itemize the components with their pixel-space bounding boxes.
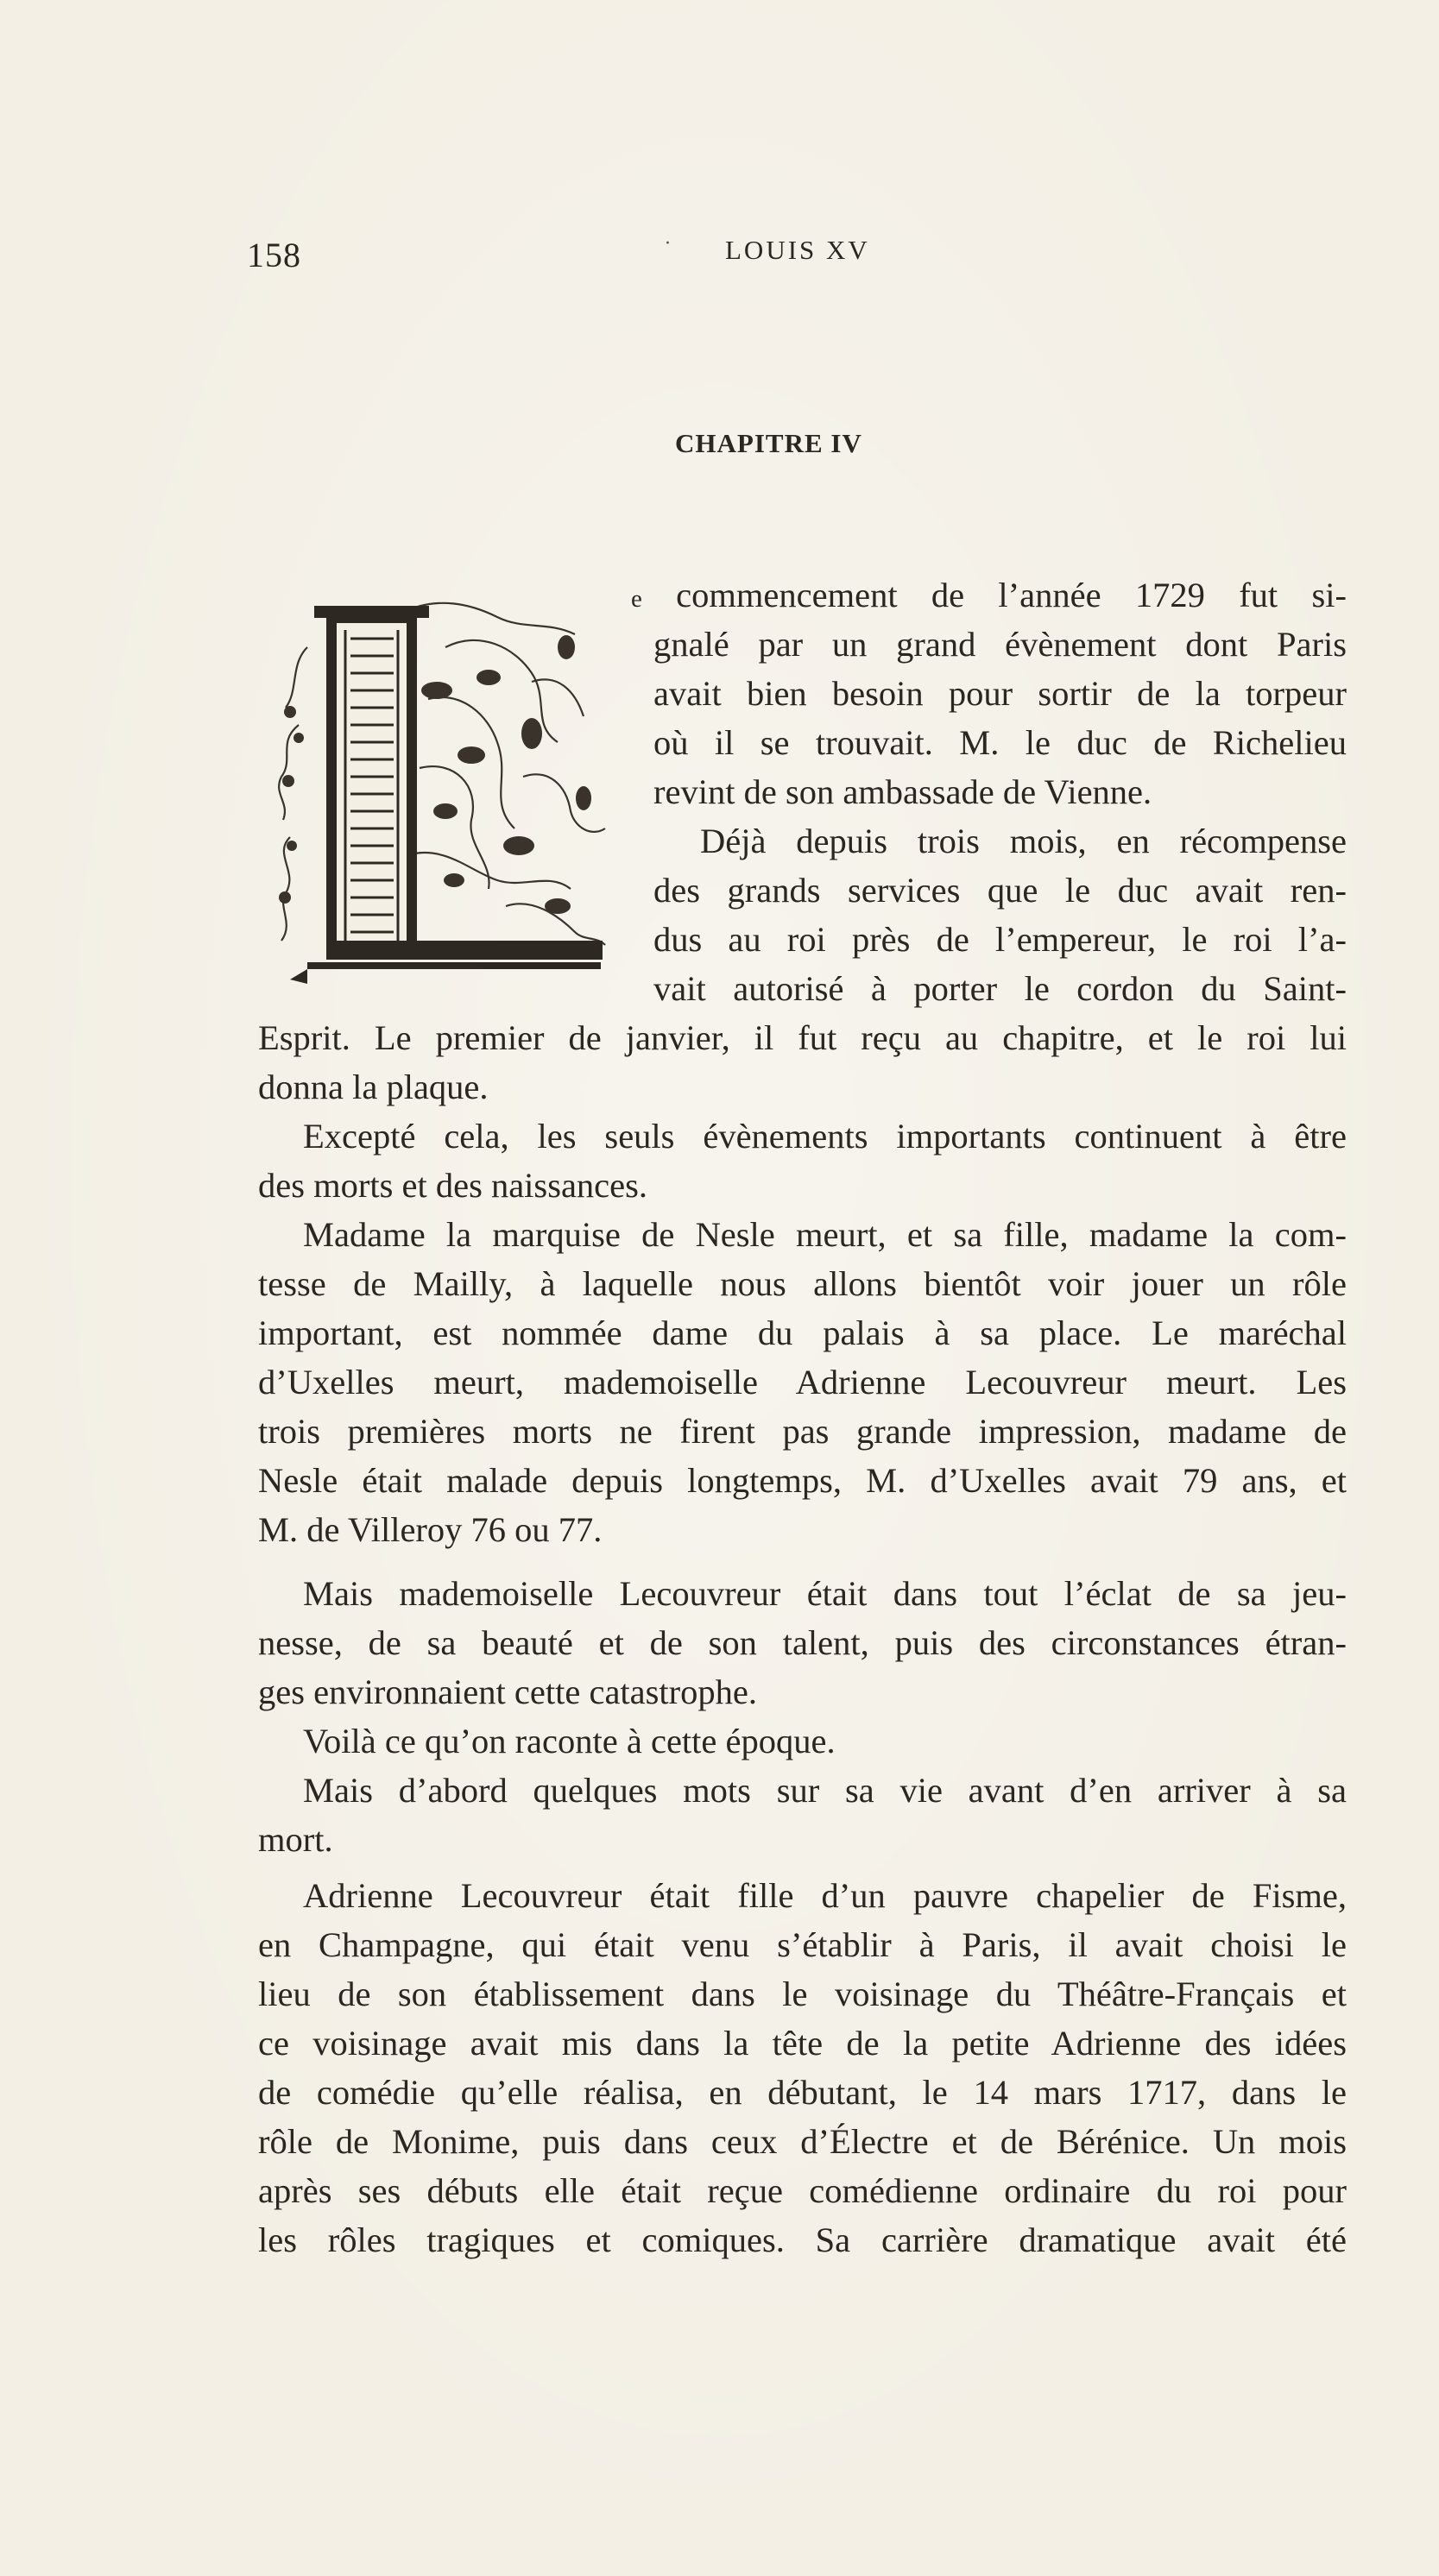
drop-cap-ornament <box>273 595 631 988</box>
text-line-16: important, est nommée dame du palais à sa place. Le maréchal <box>258 1313 1347 1352</box>
text-line-7: des grands services que le duc avait ren- <box>653 871 1347 910</box>
text-line-33: après ses débuts elle était reçue comédienne ordinaire du roi pour <box>258 2171 1347 2210</box>
chapter-title: CHAPITRE IV <box>675 428 862 458</box>
running-title: LOUIS XV <box>725 235 870 265</box>
drop-cap-continuation: e <box>631 585 642 613</box>
text-line-11: donna la plaque. <box>258 1068 489 1106</box>
text-line-22: nesse, de sa beauté et de son talent, puis des circonstances étran- <box>258 1623 1347 1662</box>
text-line-14: Madame la marquise de Nesle meurt, et sa fille, madame la com- <box>303 1215 1347 1254</box>
text-line-9: vait autorisé à porter le cordon du Saint- <box>653 969 1347 1008</box>
text-line-26: mort. <box>258 1820 333 1859</box>
text-line-20: M. de Villeroy 76 ou 77. <box>258 1510 603 1549</box>
text-line-12: Excepté cela, les seuls évènements importants continuent à être <box>303 1117 1347 1156</box>
header-dot: · <box>665 233 671 255</box>
text-line-25: Mais d’abord quelques mots sur sa vie avant d’en arriver à sa <box>303 1771 1347 1810</box>
text-line-13: des morts et des naissances. <box>258 1166 648 1205</box>
text-line-21: Mais mademoiselle Lecouvreur était dans tout l’éclat de sa jeu- <box>303 1574 1347 1613</box>
text-line-1 <box>631 578 1347 614</box>
text-line-30: ce voisinage avait mis dans la tête de la petite Adrienne des idées <box>258 2024 1347 2063</box>
text-line-6: Déjà depuis trois mois, en récompense <box>700 822 1347 860</box>
text-line-17: d’Uxelles meurt, mademoiselle Adrienne Lecouvreur meurt. Les <box>258 1363 1347 1401</box>
page-number: 158 <box>247 236 301 274</box>
text-line-4: où il se trouvait. M. le duc de Richelieu <box>653 723 1347 762</box>
text-line-19: Nesle était malade depuis longtemps, M. d’Uxelles avait 79 ans, et <box>258 1461 1347 1500</box>
text-line-18: trois premières morts ne firent pas grande impression, madame de <box>258 1412 1347 1451</box>
text-line-10: Esprit. Le premier de janvier, il fut reçu au chapitre, et le roi lui <box>258 1018 1347 1057</box>
text-line-32: rôle de Monime, puis dans ceux d’Électre et de Bérénice. Un mois <box>258 2122 1347 2161</box>
text-line-3: avait bien besoin pour sortir de la torpeur <box>653 674 1347 713</box>
text-line-5: revint de son ambassade de Vienne. <box>653 772 1152 811</box>
text-line-2: gnalé par un grand évènement dont Paris <box>653 625 1347 664</box>
text-line-15: tesse de Mailly, à laquelle nous allons bientôt voir jouer un rôle <box>258 1264 1347 1303</box>
text-line-29: lieu de son établissement dans le voisinage du Théâtre-Français et <box>258 1975 1347 2013</box>
text-line-31: de comédie qu’elle réalisa, en débutant, le 14 mars 1717, dans le <box>258 2073 1347 2112</box>
text-line-24: Voilà ce qu’on raconte à cette époque. <box>303 1722 836 1760</box>
text-line-1-rest: commencement de l’année 1729 fut si- <box>641 576 1347 614</box>
text-line-28: en Champagne, qui était venu s’établir à Paris, il avait choisi le <box>258 1925 1347 1964</box>
text-line-27: Adrienne Lecouvreur était fille d’un pauvre chapelier de Fisme, <box>303 1876 1347 1915</box>
text-line-8: dus au roi près de l’empereur, le roi l’a- <box>653 920 1347 959</box>
text-line-34: les rôles tragiques et comiques. Sa carrière dramatique avait été <box>258 2220 1347 2259</box>
text-line-23: ges environnaient cette catastrophe. <box>258 1672 757 1711</box>
